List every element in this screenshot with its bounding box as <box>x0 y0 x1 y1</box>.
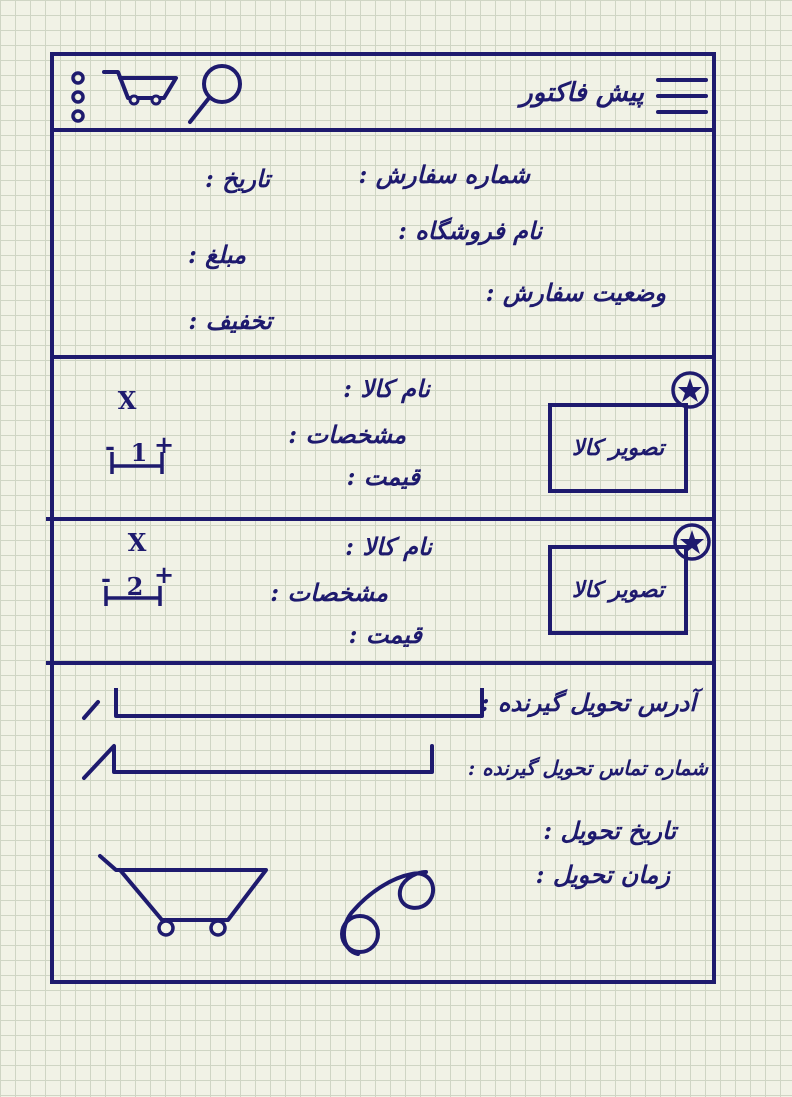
more-vertical-icon[interactable] <box>68 70 88 126</box>
quantity-stepper[interactable] <box>102 582 166 610</box>
decrease-quantity-button[interactable]: - <box>105 432 115 461</box>
item-name-label: نام کالا : <box>343 374 430 403</box>
amount-label: مبلغ : <box>187 240 246 269</box>
increase-quantity-button[interactable]: + <box>154 430 175 459</box>
delivery-address-input[interactable] <box>80 686 490 722</box>
discount-label: تخفیف : <box>188 306 272 335</box>
item-image: تصویر کالا <box>548 403 688 493</box>
item-divider <box>46 517 716 521</box>
menu-icon[interactable] <box>656 76 710 116</box>
search-icon[interactable] <box>186 62 246 126</box>
page-title: پیش فاکتور <box>520 78 644 108</box>
quantity-value: 1 <box>130 438 148 467</box>
delivery-time-label: زمان تحویل : <box>535 860 670 889</box>
decrease-quantity-button[interactable]: - <box>101 564 111 593</box>
cart-icon[interactable] <box>96 852 272 938</box>
store-name-label: نام فروشگاه : <box>398 216 542 245</box>
delivery-date-label: تاریخ تحویل : <box>543 816 676 845</box>
cart-icon[interactable] <box>100 68 180 108</box>
quantity-value: 2 <box>126 572 144 601</box>
order-number-label: شماره سفارش : <box>358 160 530 189</box>
item-image: تصویر کالا <box>548 545 688 635</box>
header-divider <box>50 128 716 132</box>
delivery-address-label: آدرس تحویل گیرنده : <box>480 688 696 717</box>
items-bottom-divider <box>46 661 716 665</box>
order-status-label: وضعیت سفارش : <box>485 278 666 307</box>
item-specs-label: مشخصات : <box>288 420 406 449</box>
item-name-label: نام کالا : <box>345 532 432 561</box>
item-specs-label: مشخصات : <box>270 578 388 607</box>
date-label: تاریخ : <box>205 164 270 193</box>
quantity-stepper[interactable] <box>108 448 168 478</box>
recipient-phone-input[interactable] <box>80 742 440 782</box>
recipient-phone-label: شماره تماس تحویل گیرنده : <box>467 756 708 780</box>
remove-item-button[interactable]: X <box>117 386 137 415</box>
increase-quantity-button[interactable]: + <box>154 560 175 589</box>
payment-swirl-icon[interactable] <box>334 860 444 960</box>
remove-item-button[interactable]: X <box>127 528 147 557</box>
item-price-label: قیمت : <box>348 620 422 649</box>
order-info-divider <box>50 355 716 359</box>
item-price-label: قیمت : <box>346 462 420 491</box>
